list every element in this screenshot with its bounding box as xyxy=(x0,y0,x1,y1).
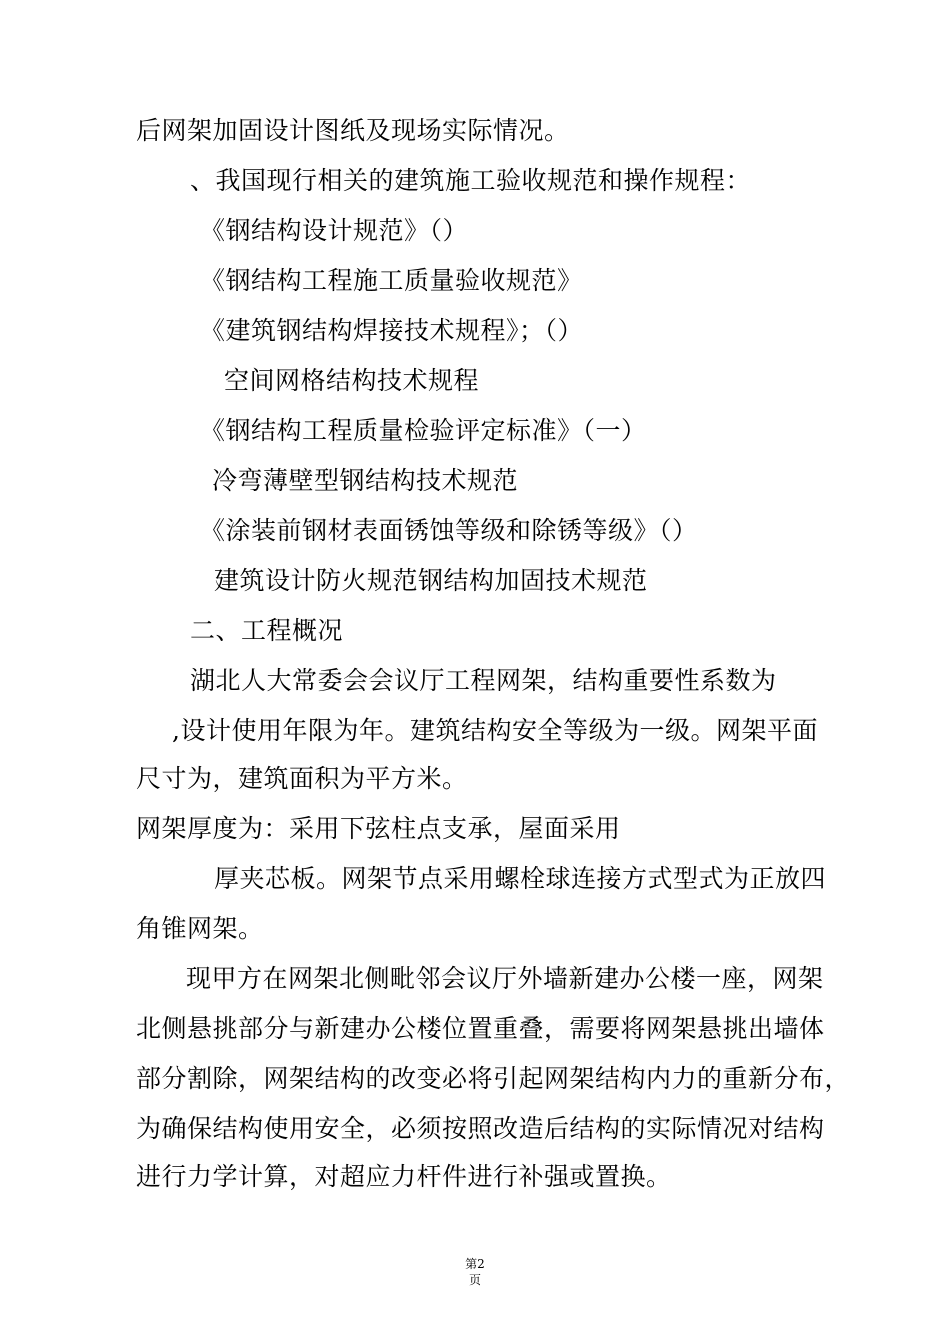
text-line: 《建筑钢结构焊接技术规程》；（） xyxy=(200,316,584,345)
text-line: 部分割除，网架结构的改变必将引起网架结构内力的重新分布， xyxy=(136,1064,851,1093)
text-line: 北侧悬挑部分与新建办公楼位置重叠，需要将网架悬挑出墙体 xyxy=(136,1014,825,1043)
text-line: 《钢结构设计规范》（） xyxy=(200,216,469,245)
text-line: 为确保结构使用安全，必须按照改造后结构的实际情况对结构 xyxy=(136,1114,825,1143)
text-line: 厚夹芯板。网架节点采用螺栓球连接方式型式为正放四 xyxy=(214,864,827,893)
page-number-line1: 第2 xyxy=(465,1257,485,1271)
text-line: 进行力学计算，对超应力杆件进行补强或置换。 xyxy=(136,1162,672,1191)
text-line: 《钢结构工程施工质量验收规范》 xyxy=(200,266,583,295)
text-line: 《涂装前钢材表面锈蚀等级和除锈等级》（） xyxy=(200,516,698,545)
section-heading: 二、工程概况 xyxy=(190,616,344,645)
page-number-line2: 页 xyxy=(468,1273,481,1287)
text-line: 建筑设计防火规范钢结构加固技术规范 xyxy=(214,566,648,595)
text-line: 冷弯薄壁型钢结构技术规范 xyxy=(212,466,519,495)
text-line: 角锥网架。 xyxy=(136,914,264,943)
text-line: 尺寸为，建筑面积为平方米。 xyxy=(136,764,468,793)
text-line: 、我国现行相关的建筑施工验收规范和操作规程： xyxy=(190,166,752,195)
text-line: 网架厚度为：采用下弦柱点支承，屋面采用 xyxy=(136,814,621,843)
text-line: 空间网格结构技术规程 xyxy=(224,366,480,395)
text-line: 后网架加固设计图纸及现场实际情况。 xyxy=(136,116,570,145)
text-line: 《钢结构工程质量检验评定标准》（一） xyxy=(200,416,647,445)
text-line: ,设计使用年限为年。建筑结构安全等级为一级。网架平面 xyxy=(172,716,818,745)
text-line: 现甲方在网架北侧毗邻会议厅外墙新建办公楼一座，网架 xyxy=(186,964,824,993)
text-line: 湖北人大常委会会议厅工程网架，结构重要性系数为 xyxy=(190,666,777,695)
